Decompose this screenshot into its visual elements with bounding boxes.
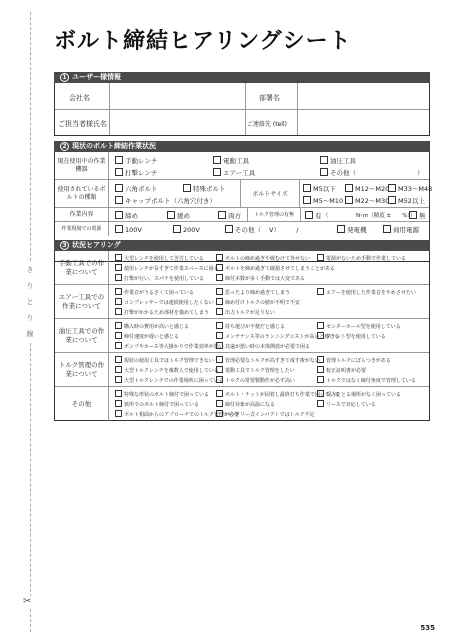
- hearing-checkbox[interactable]: エアーを使用した作業音をやめさせたい: [317, 288, 416, 296]
- hearing-checkbox[interactable]: 管理必要なトルクが高すぎて成す術がない: [216, 356, 320, 364]
- checkbox-air-tool[interactable]: エアー工具: [213, 168, 255, 177]
- checkbox-impact-wrench[interactable]: 打撃レンチ: [115, 168, 157, 177]
- work-content-row: [55, 208, 429, 222]
- section-1-number: 1: [60, 73, 69, 82]
- hearing-row-label: 油圧工具での作業について: [55, 319, 109, 352]
- hearing-checkbox[interactable]: ポンプやホース等大掛かりで作業効率が悪い: [115, 342, 224, 350]
- hearing-row: [55, 387, 429, 421]
- hearing-checkbox[interactable]: 使用レンチが長すぎて作業スペースに困る: [115, 264, 219, 272]
- hearing-row: [55, 285, 429, 319]
- checkbox-special-bolt[interactable]: 特殊ボルト: [183, 184, 226, 193]
- checkbox-200v[interactable]: 200V: [173, 225, 200, 234]
- work-content-label: 作業内容: [55, 208, 109, 221]
- hearing-checkbox[interactable]: 特殊な形状のボルト締付で困っている: [115, 390, 209, 398]
- checkbox-commercial-power[interactable]: 商用電源: [383, 225, 419, 234]
- checkbox-power-other[interactable]: その他（: [225, 225, 261, 234]
- person-label: ご担当者様氏名: [58, 120, 107, 128]
- hearing-checkbox[interactable]: センターホール型を使用している: [317, 322, 401, 330]
- power-row: [55, 222, 429, 236]
- hearing-row-label: トルク管理の作業について: [55, 353, 109, 386]
- checkbox-hex-bolt[interactable]: 六角ボルト: [115, 184, 158, 193]
- section-1-header: [54, 72, 430, 83]
- bolts-row: [55, 180, 433, 208]
- cut-line-label: きりとり線: [24, 262, 36, 342]
- hearing-row: [55, 319, 429, 353]
- hearing-table: [54, 251, 430, 421]
- checkbox-manual-wrench[interactable]: 手動レンチ: [115, 156, 157, 165]
- company-label: 会社名: [69, 94, 90, 102]
- hearing-checkbox[interactable]: ボルト相面からのアプローチでのトルク管理が必要: [115, 410, 239, 418]
- dept-field[interactable]: [299, 85, 427, 107]
- hearing-checkbox[interactable]: 反力をとる場所がなく困っている: [317, 390, 401, 398]
- hearing-row: [55, 251, 429, 285]
- hearing-row-label: その他: [55, 387, 109, 421]
- checkbox-both[interactable]: 両方: [218, 211, 241, 220]
- contact-label: ご連絡先 (tell): [247, 121, 287, 128]
- hearing-checkbox[interactable]: リースで対応している: [317, 400, 376, 408]
- scissors-icon: ✂: [23, 596, 32, 607]
- bolt-size-label: ボルトサイズ: [240, 180, 300, 207]
- bolts-row-label: 使用されているボルトの種類: [55, 180, 109, 207]
- hearing-checkbox[interactable]: 購入時の費用が高いと感じる: [115, 322, 189, 330]
- contact-field[interactable]: [299, 111, 427, 133]
- company-field[interactable]: [111, 85, 243, 107]
- hearing-checkbox[interactable]: 大型トルクレンチでの作業場所に困っている: [115, 376, 224, 384]
- section-3-title: 状況ヒアリング: [72, 241, 121, 249]
- hearing-row: [55, 353, 429, 387]
- checkbox-size-m5-m10[interactable]: M5～M10: [303, 196, 343, 205]
- section-2-number: 2: [60, 142, 69, 151]
- hearing-row-label: エアー工具での作業について: [55, 285, 109, 318]
- hearing-row-label: 手動工具での作業について: [55, 251, 109, 284]
- checkbox-tools-other[interactable]: その他（: [320, 168, 356, 177]
- section-3-number: 3: [60, 241, 69, 250]
- tools-row-label: 現在使用中の作業機器: [55, 152, 109, 179]
- hearing-checkbox[interactable]: 校正証明書が必要: [317, 366, 366, 374]
- hearing-checkbox[interactable]: 締付対象が高温になる: [216, 400, 275, 408]
- torque-management-label: トルク管理の有無: [247, 208, 301, 221]
- user-info-table: [54, 83, 430, 136]
- hearing-checkbox[interactable]: 出力トルクが足りない: [216, 308, 275, 316]
- checkbox-size-m52-over[interactable]: M52以上: [388, 196, 425, 205]
- checkbox-tighten[interactable]: 締め: [115, 211, 138, 220]
- hearing-checkbox[interactable]: 締め付けトルクの値が不明で不安: [216, 298, 300, 306]
- hearing-checkbox[interactable]: ソケット型を使用している: [317, 332, 386, 340]
- section-3-header: [54, 240, 430, 251]
- hearing-checkbox[interactable]: 電源がないため手動で作業している: [317, 254, 406, 262]
- checkbox-loosen[interactable]: 緩め: [167, 211, 190, 220]
- checkbox-size-m22-m30[interactable]: M22～M30: [345, 196, 389, 205]
- dept-label: 部署名: [259, 94, 280, 102]
- hearing-checkbox[interactable]: 打撃がかかるため部材を傷めてしまう: [115, 308, 209, 316]
- checkbox-torque-no[interactable]: 無: [409, 211, 426, 220]
- section-1-title: ユーザー様情報: [72, 73, 121, 81]
- checkbox-100v[interactable]: 100V: [115, 225, 142, 234]
- checkbox-size-m12-m20[interactable]: M12～M20: [345, 184, 389, 193]
- hearing-checkbox[interactable]: 締付本数が多く手動では大変である: [216, 274, 305, 282]
- tools-other-close: ）: [417, 169, 424, 177]
- hearing-checkbox[interactable]: 管理トルクにばらつきがある: [317, 356, 391, 364]
- hearing-checkbox[interactable]: 作業音がうるさくて困っている: [115, 288, 194, 296]
- checkbox-size-m33-m48[interactable]: M33～M48: [388, 184, 432, 193]
- checkbox-torque-yes[interactable]: 有: [305, 211, 322, 220]
- hearing-checkbox[interactable]: バッテリー式インパクトではトルク不足: [216, 410, 315, 418]
- torque-yes-detail: （ N･m（精度 ± %））: [323, 213, 416, 219]
- hearing-checkbox[interactable]: コンプレッサーでは連続使用したくない: [115, 298, 214, 306]
- hearing-checkbox[interactable]: 電動工具でトルク管理をしたい: [216, 366, 295, 374]
- section-2-title: 現状のボルト締結作業状況: [72, 142, 156, 150]
- hearing-checkbox[interactable]: 其遠が悪い時の本体開放が必要で困る: [216, 342, 310, 350]
- page-title: ボルト締結ヒアリングシート: [54, 29, 352, 54]
- hearing-checkbox[interactable]: メンテナンス等のランニングコストが高いと感じる: [216, 332, 339, 340]
- page-number: 535: [420, 624, 435, 632]
- checkbox-hydraulic-tool[interactable]: 油圧工具: [320, 156, 356, 165]
- hearing-checkbox[interactable]: トルクの常習製動作が必ず高い: [216, 376, 295, 384]
- hearing-checkbox[interactable]: トルクではなく締付角度で管理している: [317, 376, 416, 384]
- hearing-checkbox[interactable]: ボルトを締め過ぎて破損させてしまうことがある: [216, 264, 335, 272]
- checkbox-generator[interactable]: 発電機: [337, 225, 367, 234]
- checkbox-size-m5-under[interactable]: M5以下: [303, 184, 336, 193]
- hearing-checkbox[interactable]: 打撃が行い、スパナを使用している: [115, 274, 204, 282]
- person-field[interactable]: [111, 111, 243, 133]
- tools-row: [55, 152, 429, 180]
- checkbox-cap-bolt[interactable]: キャップボルト（六角穴付き）: [115, 196, 216, 205]
- hearing-checkbox[interactable]: 持ち運びが不便だと感じる: [216, 322, 285, 330]
- hearing-checkbox[interactable]: 狭所でのボルト締付で困っている: [115, 400, 199, 408]
- hearing-checkbox[interactable]: 大型トルクレンチを複数人で使用している: [115, 366, 219, 374]
- hearing-checkbox[interactable]: ボルトの締め過ぎや緩むけて外せない: [216, 254, 310, 262]
- hearing-checkbox[interactable]: 現状の使用工具ではトルク管理できない: [115, 356, 214, 364]
- checkbox-electric-tool[interactable]: 電動工具: [213, 156, 249, 165]
- power-row-label: 作業現場での電源: [55, 222, 109, 236]
- power-other-detail: V） /: [269, 226, 299, 234]
- hearing-checkbox[interactable]: 締付速度が遅いと感じる: [115, 332, 179, 340]
- section-2-header: [54, 141, 430, 152]
- hearing-checkbox[interactable]: ボルト・ナットが固着し最終打ち作業で困っている: [216, 390, 340, 398]
- hearing-checkbox[interactable]: 大型レンチを使用して苦労している: [115, 254, 204, 262]
- hearing-checkbox[interactable]: 思ったより締め過ぎてしまう: [216, 288, 290, 296]
